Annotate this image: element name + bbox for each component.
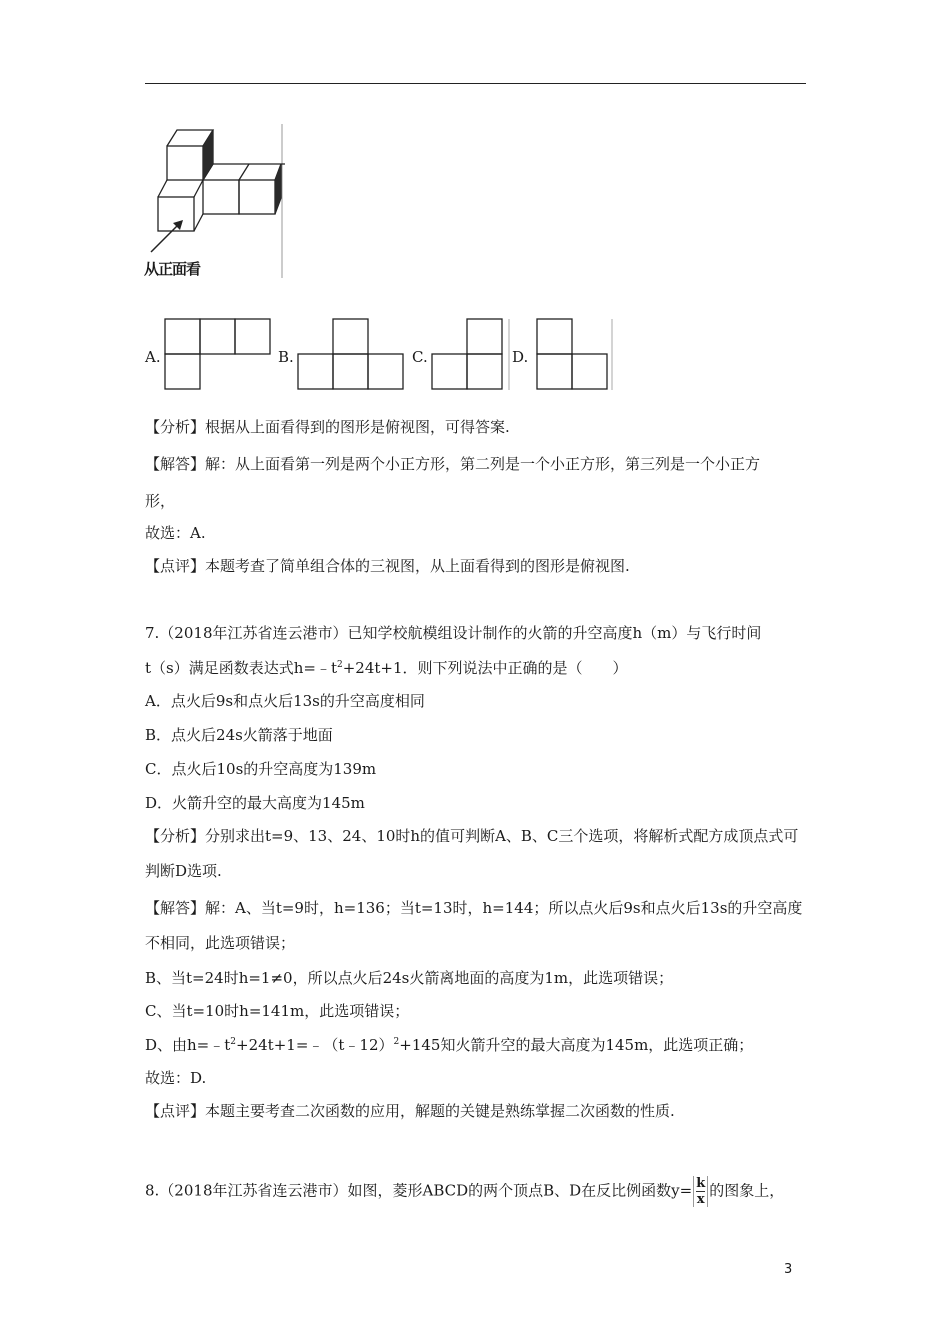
page-number: 3: [784, 1262, 793, 1277]
q7-option-c: C．点火后10s的升空高度为139m: [145, 760, 377, 778]
option-b-label: B.: [278, 348, 294, 366]
q8-stem: [145, 1176, 784, 1207]
view-arrow: [151, 224, 179, 252]
q7-analysis-line-2: 判断D选项.: [145, 862, 222, 880]
q7-solution-line-4: C、当t=10时h=141m，此选项错误；: [145, 1002, 410, 1020]
cube-right-1: [203, 180, 239, 214]
option-d-figure: [536, 318, 616, 392]
q7-sol5-text-c: +145知火箭升空的最大高度为145m，此选项正确；: [399, 1036, 754, 1054]
q8-stem-text-a: 8.（2018年江苏省连云港市）如图，菱形ABCD的两个顶点B、D在反比例函数y=: [145, 1181, 693, 1200]
option-b-figure: [297, 318, 405, 392]
q7-option-b: B．点火后24s火箭落于地面: [145, 726, 333, 744]
q8-fraction-denominator: x: [696, 1192, 705, 1207]
option-d-label: D.: [512, 348, 529, 366]
q7-analysis-line-1: 【分析】分别求出t=9、13、24、10时h的值可判断A、B、C三个选项，将解析式配方成顶点式可: [145, 827, 799, 845]
q7-solution-line-5: [145, 1034, 753, 1056]
q7-solution-line-1: 【解答】解：A、当t=9时，h=136；当t=13时，h=144；所以点火后9s和点火后13s的升空高度: [145, 899, 803, 917]
q6-answer: 故选：A.: [145, 524, 206, 542]
q7-comment: 【点评】本题主要考查二次函数的应用，解题的关键是熟练掌握二次函数的性质.: [145, 1102, 675, 1120]
q7-stem-superscript: 2: [336, 660, 343, 670]
q7-option-d: D．火箭升空的最大高度为145m: [145, 794, 365, 812]
q7-sol5-text-b: +24t+1=﹣（t﹣12）: [236, 1036, 394, 1054]
q7-sol5-text-a: D、由h=﹣t: [145, 1036, 231, 1054]
q6-solution-line-1: 【解答】解：从上面看第一列是两个小正方形，第二列是一个小正方形，第三列是一个小正方: [145, 455, 761, 473]
q7-sol5-superscript-2: 2: [393, 1037, 400, 1047]
q7-option-a: A．点火后9s和点火后13s的升空高度相同: [145, 692, 425, 710]
option-c-figure: [431, 318, 513, 392]
q7-solution-line-3: B、当t=24时h=1≠0，所以点火后24s火箭离地面的高度为1m，此选项错误；: [145, 969, 674, 987]
q7-stem-line-1: 7.（2018年江苏省连云港市）已知学校航模组设计制作的火箭的升空高度h（m）与飞行时间: [145, 624, 762, 642]
option-c-label: C.: [412, 348, 428, 366]
q8-stem-text-b: 的图象上，: [709, 1181, 785, 1200]
header-rule: [145, 83, 806, 84]
option-a-label: A.: [145, 348, 161, 366]
q7-sol5-superscript-1: 2: [230, 1037, 237, 1047]
q8-fraction: [693, 1176, 708, 1207]
q7-stem-text-b: +24t+1．则下列说法中正确的是（ ）: [342, 659, 628, 677]
q7-stem-text-a: t（s）满足函数表达式h=﹣t: [145, 659, 337, 677]
option-a-figure: [164, 318, 272, 392]
figure-caption: 从正面看: [144, 260, 201, 278]
q6-solution-line-2: 形，: [145, 492, 176, 510]
q7-stem-line-2: [145, 657, 628, 679]
q8-fraction-numerator: k: [696, 1176, 706, 1191]
q7-solution-line-2: 不相同，此选项错误；: [145, 934, 296, 952]
cube-top-front: [167, 146, 203, 180]
solid-figure: [143, 122, 285, 280]
cube-right-2: [239, 180, 275, 214]
q6-comment: 【点评】本题考查了简单组合体的三视图，从上面看得到的图形是俯视图.: [145, 557, 630, 575]
q7-answer: 故选：D.: [145, 1069, 207, 1087]
q6-analysis: 【分析】根据从上面看得到的图形是俯视图，可得答案.: [145, 418, 510, 436]
